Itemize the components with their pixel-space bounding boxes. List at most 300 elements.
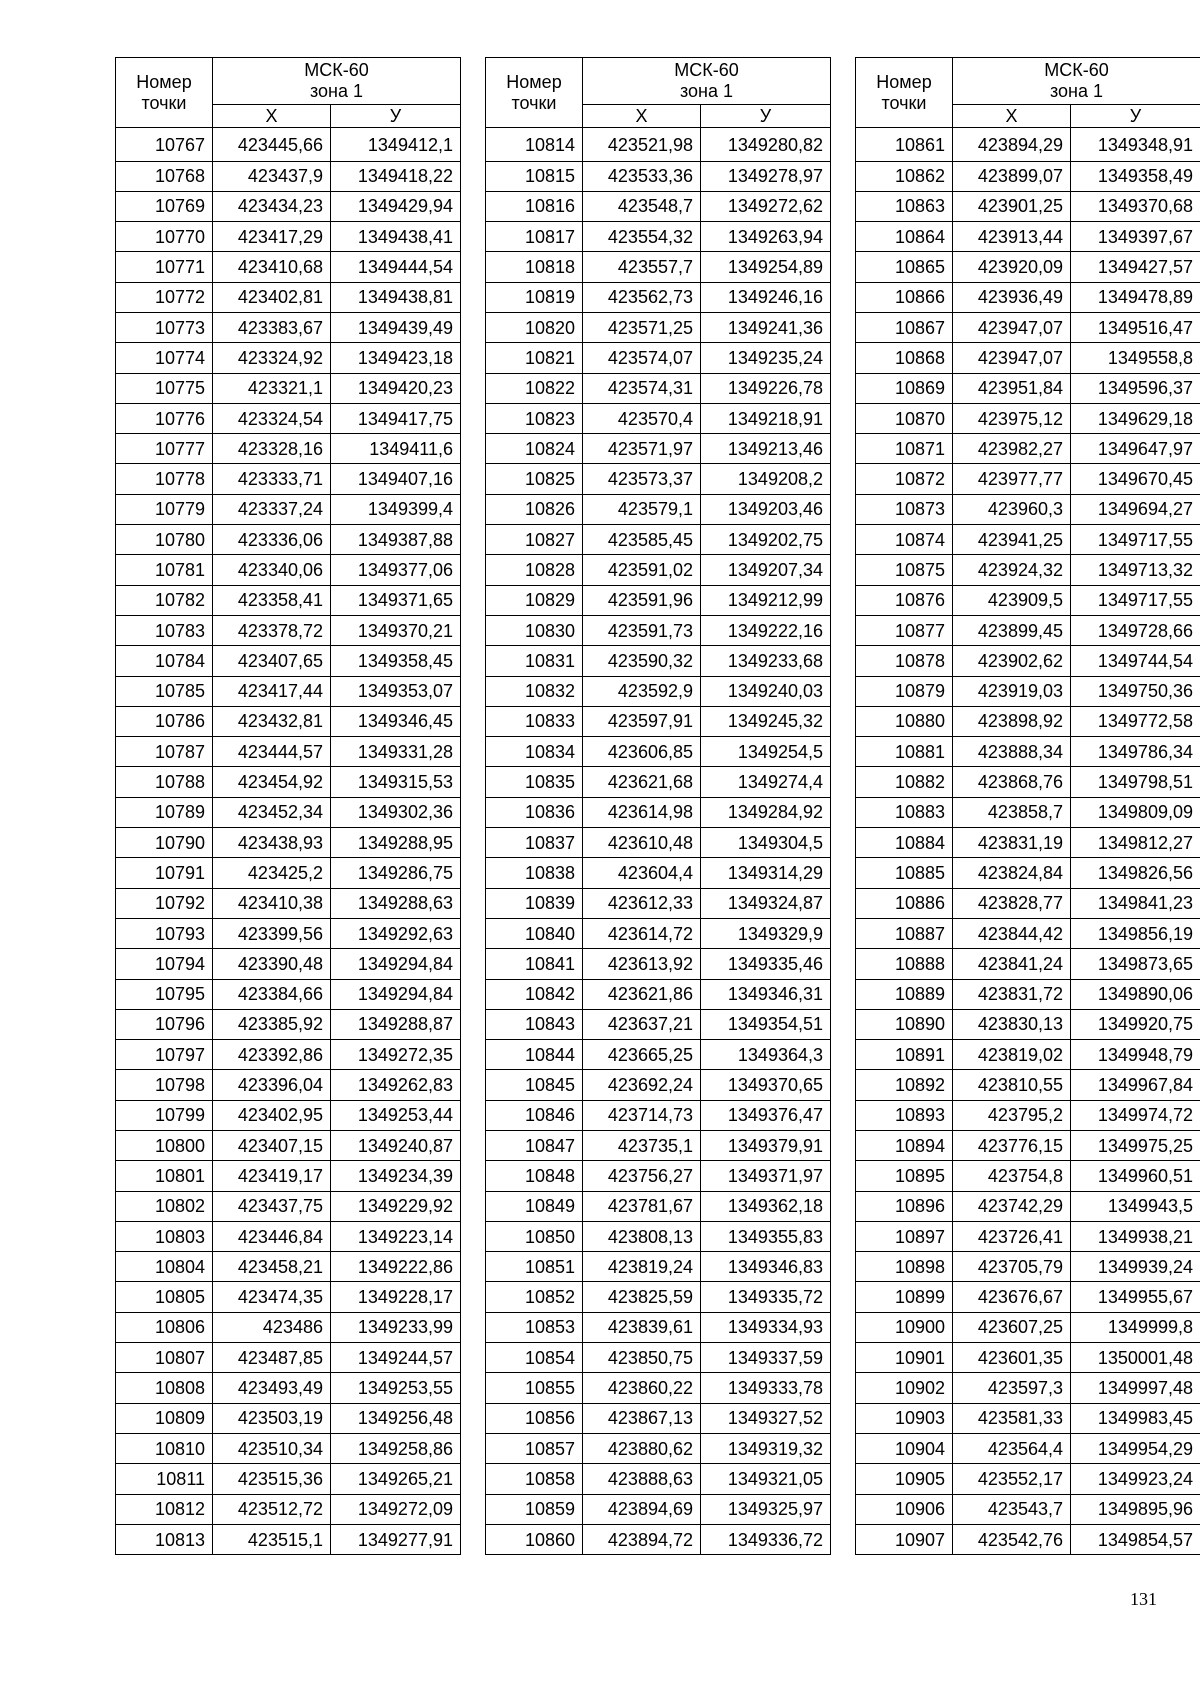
- coordinate-system-header: МСК-60 зона 1: [213, 58, 461, 105]
- point-number-cell: 10830: [486, 615, 583, 645]
- point-number-header: Номер точки: [856, 58, 953, 128]
- table-row: [856, 1191, 1200, 1221]
- x-cell: 423552,17: [953, 1464, 1071, 1494]
- point-number-cell: 10799: [116, 1100, 213, 1130]
- point-number-cell: 10896: [856, 1191, 953, 1221]
- table-row: [486, 828, 831, 858]
- x-cell: 423888,34: [953, 737, 1071, 767]
- table-row: [486, 252, 831, 282]
- table-row: [116, 1373, 461, 1403]
- point-number-cell: 10877: [856, 615, 953, 645]
- y-cell: 1349923,24: [1071, 1464, 1200, 1494]
- point-number-cell: 10800: [116, 1131, 213, 1161]
- x-cell: 423601,35: [953, 1343, 1071, 1373]
- point-number-cell: 10785: [116, 676, 213, 706]
- table-row: [116, 1403, 461, 1433]
- y-cell: 1349222,16: [701, 615, 831, 645]
- x-cell: 423410,68: [213, 252, 331, 282]
- point-number-cell: 10796: [116, 1009, 213, 1039]
- x-cell: 423612,33: [583, 888, 701, 918]
- point-number-cell: 10844: [486, 1040, 583, 1070]
- x-cell: 423894,29: [953, 128, 1071, 162]
- table-row: [486, 1161, 831, 1191]
- table-row: [486, 1100, 831, 1130]
- x-cell: 423597,91: [583, 706, 701, 736]
- x-cell: 423824,84: [953, 858, 1071, 888]
- y-cell: 1349223,14: [331, 1221, 461, 1251]
- x-cell: 423407,65: [213, 646, 331, 676]
- x-cell: 423493,49: [213, 1373, 331, 1403]
- coordinate-system-header: МСК-60 зона 1: [583, 58, 831, 105]
- table-row: [486, 767, 831, 797]
- point-number-cell: 10891: [856, 1040, 953, 1070]
- y-cell: 1349939,24: [1071, 1252, 1200, 1282]
- y-cell: 1349399,4: [331, 494, 461, 524]
- point-number-cell: 10784: [116, 646, 213, 676]
- y-cell: 1349294,84: [331, 979, 461, 1009]
- point-number-cell: 10859: [486, 1494, 583, 1524]
- y-cell: 1349960,51: [1071, 1161, 1200, 1191]
- point-number-cell: 10793: [116, 918, 213, 948]
- point-number-cell: 10776: [116, 403, 213, 433]
- table-row: [116, 676, 461, 706]
- x-cell: 423564,4: [953, 1433, 1071, 1463]
- x-cell: 423637,21: [583, 1009, 701, 1039]
- point-number-header: Номер точки: [486, 58, 583, 128]
- x-cell: 423819,24: [583, 1252, 701, 1282]
- table-row: [486, 1131, 831, 1161]
- y-cell: 1349873,65: [1071, 949, 1200, 979]
- y-cell: 1349358,49: [1071, 161, 1200, 191]
- table-row: [486, 1433, 831, 1463]
- x-cell: 423894,69: [583, 1494, 701, 1524]
- y-cell: 1349516,47: [1071, 312, 1200, 342]
- y-cell: 1349346,83: [701, 1252, 831, 1282]
- x-cell: 423841,24: [953, 949, 1071, 979]
- point-number-cell: 10863: [856, 191, 953, 221]
- point-number-cell: 10888: [856, 949, 953, 979]
- y-cell: 1349983,45: [1071, 1403, 1200, 1433]
- point-number-cell: 10885: [856, 858, 953, 888]
- table-row: [856, 434, 1200, 464]
- point-number-cell: 10880: [856, 706, 953, 736]
- point-number-cell: 10904: [856, 1433, 953, 1463]
- point-number-cell: 10820: [486, 312, 583, 342]
- x-cell: 423399,56: [213, 918, 331, 948]
- y-cell: 1349826,56: [1071, 858, 1200, 888]
- point-number-cell: 10899: [856, 1282, 953, 1312]
- point-number-cell: 10835: [486, 767, 583, 797]
- point-number-cell: 10849: [486, 1191, 583, 1221]
- x-header: Х: [213, 105, 331, 128]
- x-cell: 423819,02: [953, 1040, 1071, 1070]
- point-number-cell: 10792: [116, 888, 213, 918]
- x-cell: 423735,1: [583, 1131, 701, 1161]
- table-row: [116, 1161, 461, 1191]
- x-cell: 423781,67: [583, 1191, 701, 1221]
- point-number-cell: 10811: [116, 1464, 213, 1494]
- table-row: [486, 1009, 831, 1039]
- table-row: [116, 343, 461, 373]
- point-number-cell: 10838: [486, 858, 583, 888]
- table-row: [116, 161, 461, 191]
- table-row: [856, 191, 1200, 221]
- point-number-cell: 10839: [486, 888, 583, 918]
- y-cell: 1349274,4: [701, 767, 831, 797]
- x-cell: 423543,7: [953, 1494, 1071, 1524]
- y-cell: 1349670,45: [1071, 464, 1200, 494]
- x-cell: 423692,24: [583, 1070, 701, 1100]
- table-row: [856, 252, 1200, 282]
- point-number-cell: 10874: [856, 525, 953, 555]
- y-cell: 1349324,87: [701, 888, 831, 918]
- y-cell: 1349254,5: [701, 737, 831, 767]
- x-cell: 423610,48: [583, 828, 701, 858]
- table-row: [116, 191, 461, 221]
- point-number-cell: 10770: [116, 222, 213, 252]
- y-cell: 1349272,62: [701, 191, 831, 221]
- x-cell: 423919,03: [953, 676, 1071, 706]
- point-number-cell: 10771: [116, 252, 213, 282]
- table-row: [856, 1100, 1200, 1130]
- table-row: [486, 676, 831, 706]
- y-cell: 1349207,34: [701, 555, 831, 585]
- x-cell: 423825,59: [583, 1282, 701, 1312]
- table-row: [486, 403, 831, 433]
- table-row: [856, 828, 1200, 858]
- table-row: [116, 1524, 461, 1554]
- table-row: [856, 222, 1200, 252]
- point-number-cell: 10905: [856, 1464, 953, 1494]
- table-body: [486, 128, 831, 1555]
- y-cell: 1349407,16: [331, 464, 461, 494]
- y-cell: 1349335,72: [701, 1282, 831, 1312]
- x-cell: 423425,2: [213, 858, 331, 888]
- y-cell: 1349272,09: [331, 1494, 461, 1524]
- x-cell: 423402,81: [213, 282, 331, 312]
- x-cell: 423574,31: [583, 373, 701, 403]
- y-cell: 1349362,18: [701, 1191, 831, 1221]
- point-number-cell: 10868: [856, 343, 953, 373]
- y-cell: 1349364,3: [701, 1040, 831, 1070]
- point-number-cell: 10875: [856, 555, 953, 585]
- point-number-cell: 10788: [116, 767, 213, 797]
- y-cell: 1349258,86: [331, 1433, 461, 1463]
- x-cell: 423503,19: [213, 1403, 331, 1433]
- coordinate-table-3: [855, 57, 1200, 1555]
- y-cell: 1349202,75: [701, 525, 831, 555]
- y-cell: 1349418,22: [331, 161, 461, 191]
- table-row: [856, 1403, 1200, 1433]
- point-number-cell: 10843: [486, 1009, 583, 1039]
- point-number-cell: 10887: [856, 918, 953, 948]
- y-cell: 1349265,21: [331, 1464, 461, 1494]
- point-number-cell: 10801: [116, 1161, 213, 1191]
- x-cell: 423831,19: [953, 828, 1071, 858]
- table-row: [856, 615, 1200, 645]
- point-number-cell: 10867: [856, 312, 953, 342]
- x-cell: 423570,4: [583, 403, 701, 433]
- y-cell: 1349809,09: [1071, 797, 1200, 827]
- point-number-cell: 10851: [486, 1252, 583, 1282]
- y-cell: 1349786,34: [1071, 737, 1200, 767]
- x-cell: 423591,96: [583, 585, 701, 615]
- y-cell: 1349429,94: [331, 191, 461, 221]
- y-cell: 1349327,52: [701, 1403, 831, 1433]
- y-cell: 1349856,19: [1071, 918, 1200, 948]
- y-cell: 1349596,37: [1071, 373, 1200, 403]
- point-number-cell: 10827: [486, 525, 583, 555]
- point-number-cell: 10852: [486, 1282, 583, 1312]
- y-cell: 1349717,55: [1071, 585, 1200, 615]
- y-cell: 1349256,48: [331, 1403, 461, 1433]
- table-row: [856, 312, 1200, 342]
- table-row: [116, 464, 461, 494]
- point-number-cell: 10822: [486, 373, 583, 403]
- y-cell: 1349228,17: [331, 1282, 461, 1312]
- x-cell: 423839,61: [583, 1312, 701, 1342]
- x-cell: 423337,24: [213, 494, 331, 524]
- table-row: [486, 1221, 831, 1251]
- x-cell: 423328,16: [213, 434, 331, 464]
- y-cell: 1349975,25: [1071, 1131, 1200, 1161]
- point-number-cell: 10857: [486, 1433, 583, 1463]
- x-cell: 423521,98: [583, 128, 701, 162]
- table-row: [856, 555, 1200, 585]
- point-number-cell: 10866: [856, 282, 953, 312]
- table-row: [116, 222, 461, 252]
- table-row: [486, 888, 831, 918]
- x-cell: 423591,02: [583, 555, 701, 585]
- table-row: [486, 949, 831, 979]
- x-cell: 423947,07: [953, 312, 1071, 342]
- point-number-cell: 10803: [116, 1221, 213, 1251]
- point-number-cell: 10812: [116, 1494, 213, 1524]
- point-number-cell: 10881: [856, 737, 953, 767]
- x-cell: 423868,76: [953, 767, 1071, 797]
- point-number-cell: 10815: [486, 161, 583, 191]
- x-cell: 423830,13: [953, 1009, 1071, 1039]
- y-cell: 1349895,96: [1071, 1494, 1200, 1524]
- table-row: [116, 1252, 461, 1282]
- point-number-cell: 10869: [856, 373, 953, 403]
- table-row: [486, 1070, 831, 1100]
- point-number-cell: 10845: [486, 1070, 583, 1100]
- table-row: [116, 585, 461, 615]
- table-row: [116, 1009, 461, 1039]
- point-number-cell: 10795: [116, 979, 213, 1009]
- y-cell: 1349997,48: [1071, 1373, 1200, 1403]
- point-number-cell: 10883: [856, 797, 953, 827]
- table-row: [116, 1070, 461, 1100]
- y-cell: 1349233,99: [331, 1312, 461, 1342]
- coordinate-table-2: [485, 57, 831, 1555]
- y-cell: 1349358,45: [331, 646, 461, 676]
- point-number-cell: 10850: [486, 1221, 583, 1251]
- table-row: [116, 1464, 461, 1494]
- point-number-cell: 10808: [116, 1373, 213, 1403]
- point-number-cell: 10773: [116, 312, 213, 342]
- x-cell: 423454,92: [213, 767, 331, 797]
- point-number-cell: 10870: [856, 403, 953, 433]
- y-cell: 1349411,6: [331, 434, 461, 464]
- point-number-cell: 10823: [486, 403, 583, 433]
- table-row: [116, 797, 461, 827]
- point-number-cell: 10848: [486, 1161, 583, 1191]
- table-row: [856, 1343, 1200, 1373]
- table-row: [486, 797, 831, 827]
- point-number-cell: 10810: [116, 1433, 213, 1463]
- point-number-cell: 10825: [486, 464, 583, 494]
- table-row: [486, 128, 831, 162]
- y-cell: 1349288,87: [331, 1009, 461, 1039]
- y-cell: 1349254,89: [701, 252, 831, 282]
- table-row: [856, 1524, 1200, 1554]
- point-number-cell: 10837: [486, 828, 583, 858]
- point-number-cell: 10769: [116, 191, 213, 221]
- x-cell: 423867,13: [583, 1403, 701, 1433]
- y-cell: 1349329,9: [701, 918, 831, 948]
- table-row: [856, 585, 1200, 615]
- table-row: [116, 1040, 461, 1070]
- x-cell: 423515,1: [213, 1524, 331, 1554]
- point-number-cell: 10779: [116, 494, 213, 524]
- x-header: Х: [953, 105, 1071, 128]
- x-cell: 423321,1: [213, 373, 331, 403]
- point-number-cell: 10871: [856, 434, 953, 464]
- coordinate-tables: [115, 57, 1200, 1555]
- x-cell: 423901,25: [953, 191, 1071, 221]
- y-cell: 1349319,32: [701, 1433, 831, 1463]
- point-number-cell: 10882: [856, 767, 953, 797]
- point-number-cell: 10775: [116, 373, 213, 403]
- y-cell: 1349233,68: [701, 646, 831, 676]
- point-number-cell: 10846: [486, 1100, 583, 1130]
- y-cell: 1349713,32: [1071, 555, 1200, 585]
- point-number-cell: 10842: [486, 979, 583, 1009]
- table-row: [856, 464, 1200, 494]
- x-cell: 423445,66: [213, 128, 331, 162]
- x-cell: 423913,44: [953, 222, 1071, 252]
- table-row: [116, 858, 461, 888]
- table-row: [856, 1282, 1200, 1312]
- y-cell: 1349694,27: [1071, 494, 1200, 524]
- point-number-cell: 10840: [486, 918, 583, 948]
- table-row: [116, 494, 461, 524]
- x-cell: 423951,84: [953, 373, 1071, 403]
- table-row: [486, 737, 831, 767]
- table-row: [856, 888, 1200, 918]
- point-number-cell: 10903: [856, 1403, 953, 1433]
- y-cell: 1349278,97: [701, 161, 831, 191]
- y-cell: 1349355,83: [701, 1221, 831, 1251]
- point-number-cell: 10824: [486, 434, 583, 464]
- x-cell: 423548,7: [583, 191, 701, 221]
- point-number-cell: 10828: [486, 555, 583, 585]
- point-number-cell: 10864: [856, 222, 953, 252]
- table-row: [116, 1100, 461, 1130]
- table-row: [486, 1373, 831, 1403]
- y-cell: 1349943,5: [1071, 1191, 1200, 1221]
- table-row: [856, 1040, 1200, 1070]
- x-cell: 423358,41: [213, 585, 331, 615]
- point-number-cell: 10892: [856, 1070, 953, 1100]
- y-cell: 1349333,78: [701, 1373, 831, 1403]
- table-row: [116, 1343, 461, 1373]
- table-body: [116, 128, 461, 1555]
- table-row: [116, 252, 461, 282]
- table-row: [856, 1373, 1200, 1403]
- x-cell: 423742,29: [953, 1191, 1071, 1221]
- x-cell: 423542,76: [953, 1524, 1071, 1554]
- y-cell: 1349412,1: [331, 128, 461, 162]
- point-number-cell: 10794: [116, 949, 213, 979]
- y-cell: 1349203,46: [701, 494, 831, 524]
- x-cell: 423909,5: [953, 585, 1071, 615]
- y-cell: 1349955,67: [1071, 1282, 1200, 1312]
- y-cell: 1349262,83: [331, 1070, 461, 1100]
- y-cell: 1349277,91: [331, 1524, 461, 1554]
- y-cell: 1349379,91: [701, 1131, 831, 1161]
- point-number-cell: 10767: [116, 128, 213, 162]
- y-cell: 1349371,97: [701, 1161, 831, 1191]
- table-row: [486, 1312, 831, 1342]
- y-cell: 1349920,75: [1071, 1009, 1200, 1039]
- x-cell: 423850,75: [583, 1343, 701, 1373]
- y-cell: 1349798,51: [1071, 767, 1200, 797]
- point-number-cell: 10886: [856, 888, 953, 918]
- point-number-cell: 10855: [486, 1373, 583, 1403]
- x-cell: 423554,32: [583, 222, 701, 252]
- table-row: [116, 312, 461, 342]
- y-cell: 1349348,91: [1071, 128, 1200, 162]
- y-cell: 1349954,29: [1071, 1433, 1200, 1463]
- x-cell: 423444,57: [213, 737, 331, 767]
- table-row: [486, 555, 831, 585]
- point-number-cell: 10862: [856, 161, 953, 191]
- point-number-cell: 10809: [116, 1403, 213, 1433]
- y-cell: 1349370,68: [1071, 191, 1200, 221]
- y-cell: 1349253,44: [331, 1100, 461, 1130]
- point-number-cell: 10893: [856, 1100, 953, 1130]
- x-cell: 423574,07: [583, 343, 701, 373]
- table-row: [856, 1009, 1200, 1039]
- y-cell: 1349288,63: [331, 888, 461, 918]
- table-row: [486, 1343, 831, 1373]
- y-cell: 1349371,65: [331, 585, 461, 615]
- point-number-cell: 10858: [486, 1464, 583, 1494]
- x-cell: 423776,15: [953, 1131, 1071, 1161]
- table-body: [856, 128, 1200, 1555]
- point-number-cell: 10831: [486, 646, 583, 676]
- point-number-cell: 10778: [116, 464, 213, 494]
- y-cell: 1349240,03: [701, 676, 831, 706]
- y-cell: 1349229,92: [331, 1191, 461, 1221]
- table-row: [856, 343, 1200, 373]
- point-number-cell: 10872: [856, 464, 953, 494]
- y-cell: 1349314,29: [701, 858, 831, 888]
- point-number-cell: 10878: [856, 646, 953, 676]
- y-cell: 1349353,07: [331, 676, 461, 706]
- y-cell: 1349397,67: [1071, 222, 1200, 252]
- x-cell: 423810,55: [953, 1070, 1071, 1100]
- y-cell: 1349244,57: [331, 1343, 461, 1373]
- x-cell: 423705,79: [953, 1252, 1071, 1282]
- x-cell: 423597,3: [953, 1373, 1071, 1403]
- y-cell: 1349335,46: [701, 949, 831, 979]
- point-number-cell: 10791: [116, 858, 213, 888]
- y-cell: 1349304,5: [701, 828, 831, 858]
